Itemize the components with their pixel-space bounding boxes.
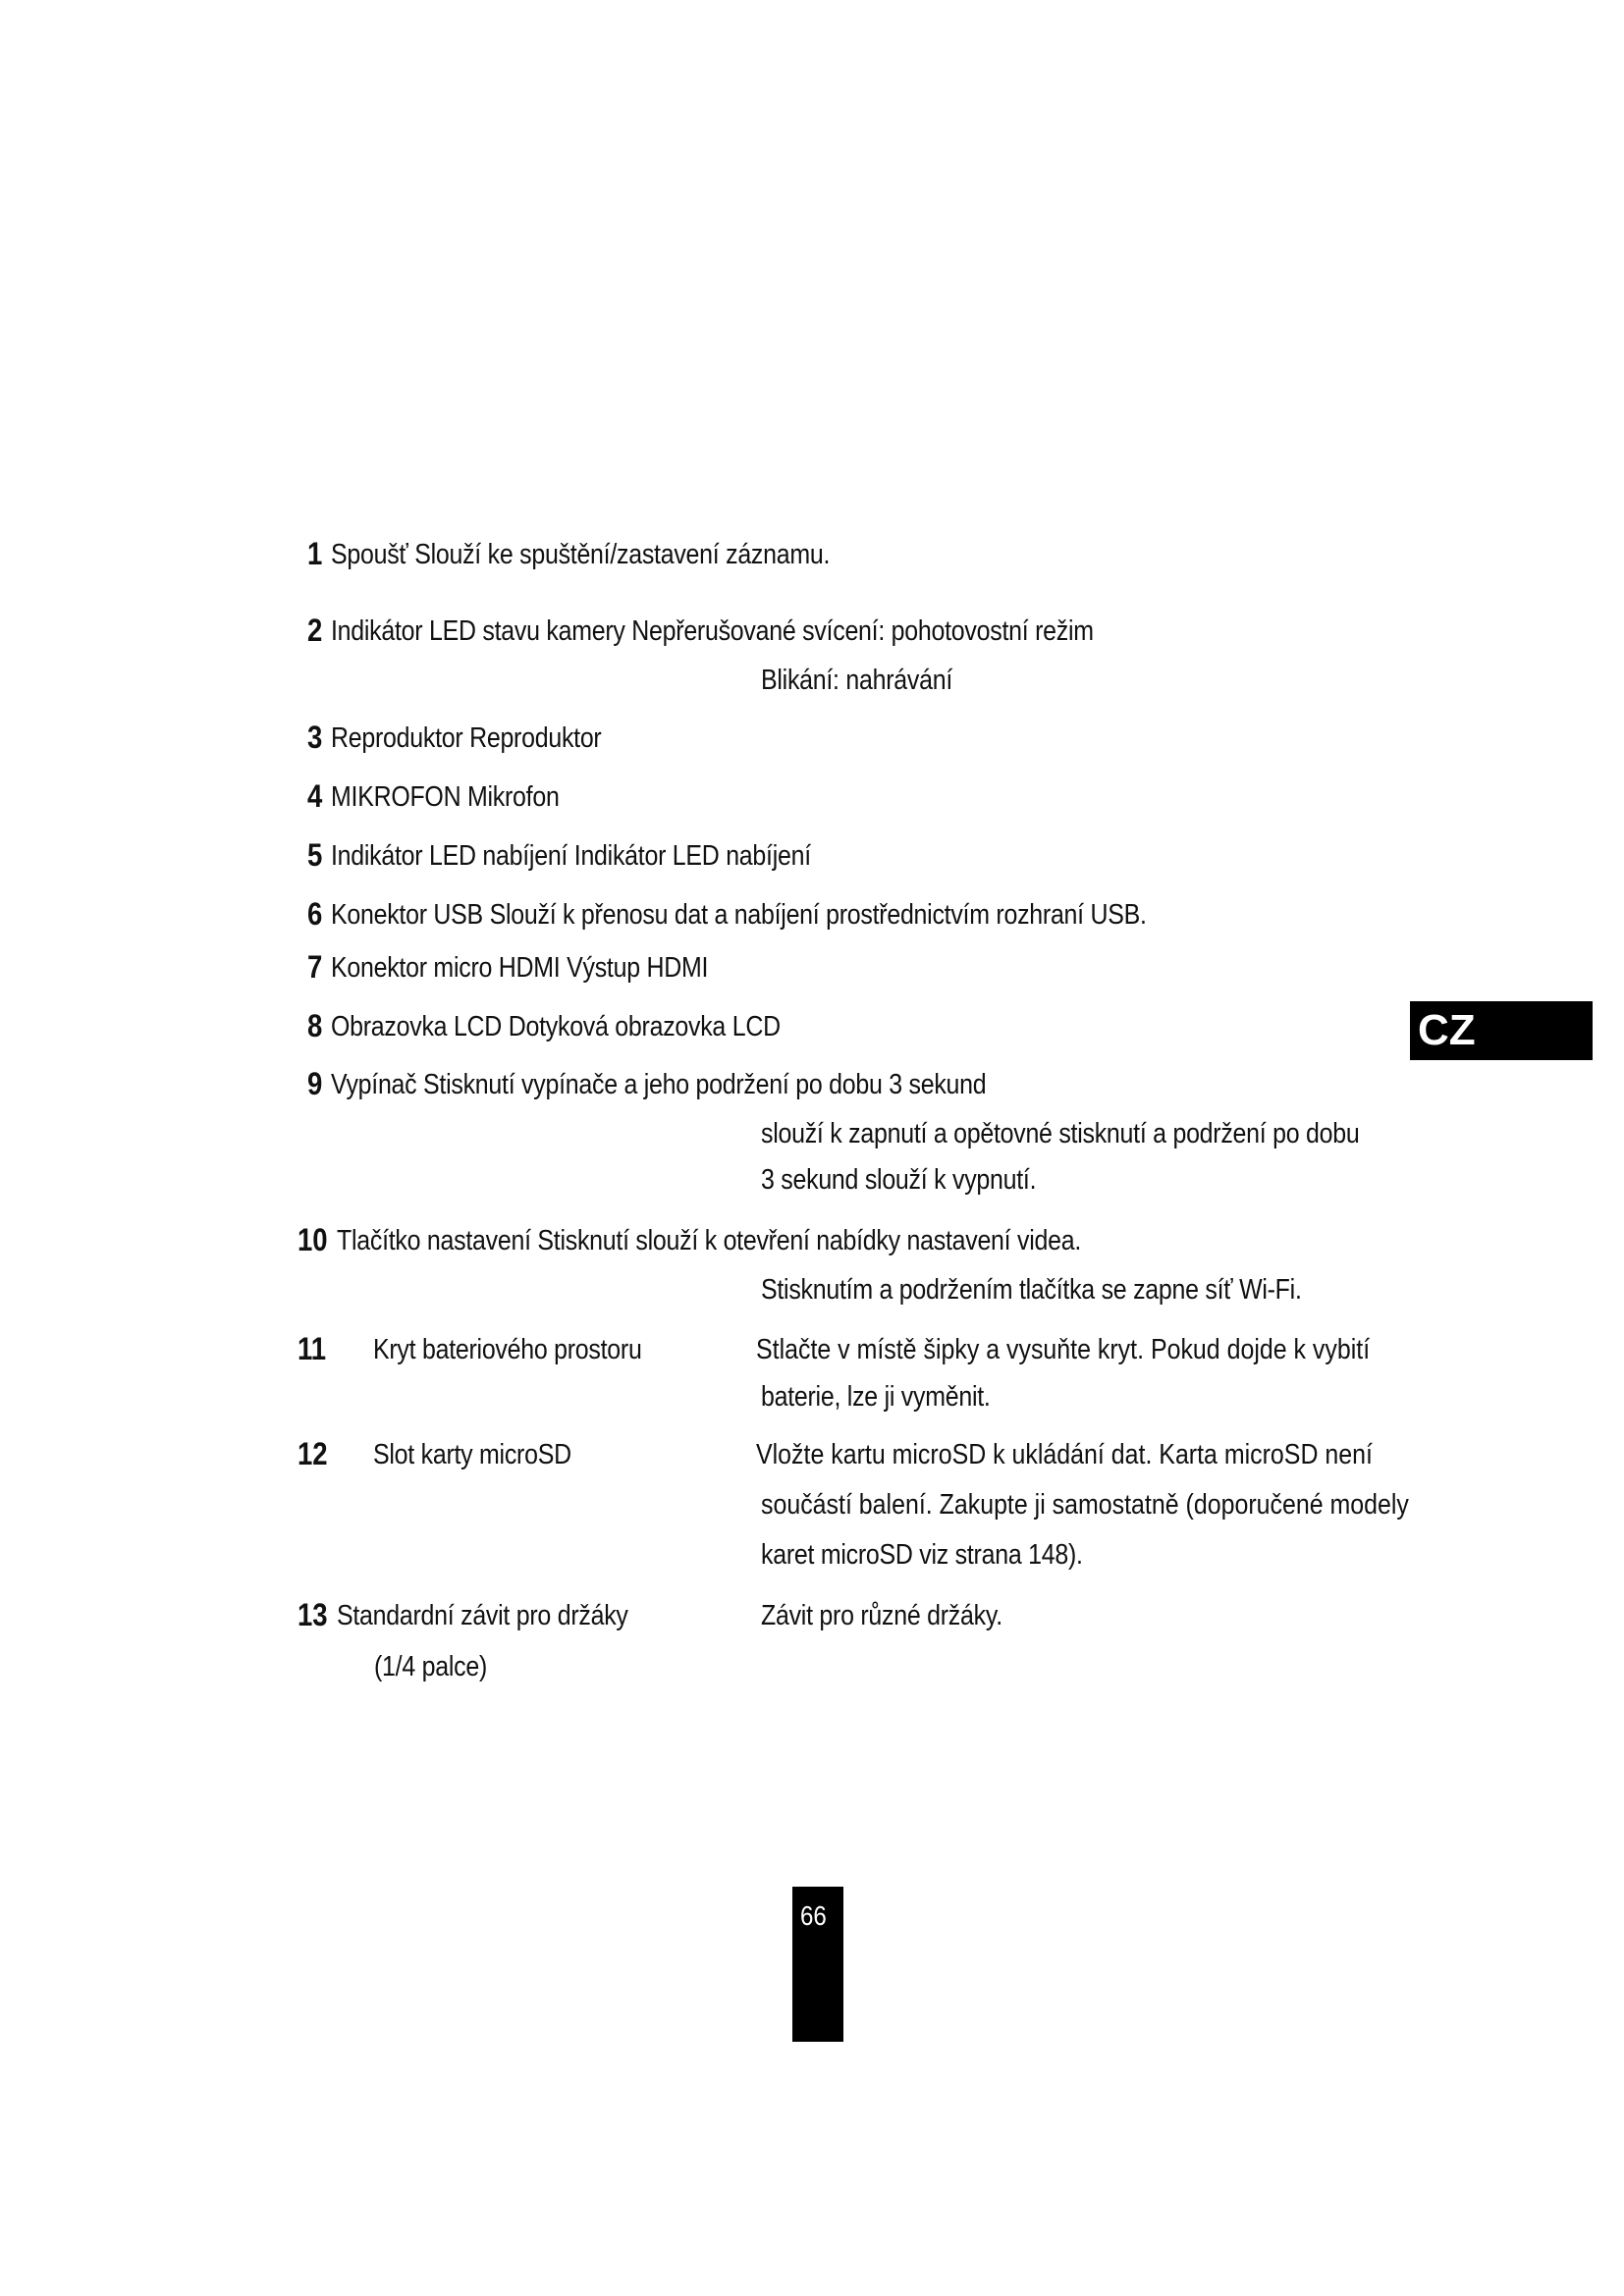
item-text: Konektor micro HDMI Výstup HDMI xyxy=(331,952,709,984)
page-number-tab xyxy=(792,1887,843,2042)
item-text: MIKROFON Mikrofon xyxy=(331,781,560,813)
item-text: Obrazovka LCD Dotyková obrazovka LCD xyxy=(331,1011,781,1042)
page-number: 66 xyxy=(800,1900,827,1931)
item-label-continuation: (1/4 palce) xyxy=(374,1651,487,1682)
item-text: Vypínač Stisknutí vypínače a jeho podržení po dobu 3 sekund xyxy=(331,1069,987,1100)
item-number: 9 xyxy=(307,1066,323,1101)
item-continuation: baterie, lze ji vyměnit. xyxy=(761,1381,991,1413)
item-label: Slot karty microSD xyxy=(373,1439,571,1470)
item-label: Standardní závit pro držáky xyxy=(337,1600,628,1631)
item-description: Závit pro různé držáky. xyxy=(761,1600,1002,1631)
item-number: 13 xyxy=(298,1597,328,1632)
item-number: 8 xyxy=(307,1008,323,1043)
item-text: Indikátor LED stavu kamery Nepřerušované svícení: pohotovostní režim xyxy=(331,615,1094,647)
desc-text: Vložte kartu microSD k ukládání dat. Karta microSD není xyxy=(756,1439,1373,1470)
item-text: Reproduktor Reproduktor xyxy=(331,722,602,754)
item-text: Indikátor LED nabíjení Indikátor LED nabíjení xyxy=(331,840,811,872)
item-description-line xyxy=(756,1332,1458,1367)
item-number: 1 xyxy=(307,536,323,571)
item-number: 7 xyxy=(307,949,323,985)
item-description-line xyxy=(761,1487,1468,1522)
item-number: 12 xyxy=(298,1436,328,1471)
item-description-line xyxy=(756,1437,1458,1472)
item-continuation: karet microSD viz strana 148). xyxy=(761,1539,1083,1571)
item-number: 10 xyxy=(298,1222,328,1257)
item-number: 5 xyxy=(307,837,323,873)
item-number: 6 xyxy=(307,896,323,932)
item-continuation: Stisknutím a podržením tlačítka se zapne síť Wi-Fi. xyxy=(761,1274,1302,1306)
item-label: Kryt bateriového prostoru xyxy=(373,1334,642,1365)
item-continuation: slouží k zapnutí a opětovné stisknutí a podržení po dobu xyxy=(761,1118,1360,1149)
item-number: 2 xyxy=(307,613,323,648)
item-number: 4 xyxy=(307,778,323,814)
item-text: Spoušť Slouží ke spuštění/zastavení záznamu. xyxy=(331,539,831,570)
desc-text: součástí balení. Zakupte ji samostatně (doporučené modely xyxy=(761,1489,1409,1521)
item-number: 3 xyxy=(307,720,323,755)
item-text: Konektor USB Slouží k přenosu dat a nabíjení prostřednictvím rozhraní USB. xyxy=(331,899,1147,931)
item-continuation: Blikání: nahrávání xyxy=(761,665,953,696)
desc-text: Stlačte v místě šipky a vysuňte kryt. Pokud dojde k vybití xyxy=(756,1334,1371,1365)
language-tab xyxy=(1410,1001,1593,1060)
item-continuation: 3 sekund slouží k vypnutí. xyxy=(761,1164,1037,1196)
item-text: Tlačítko nastavení Stisknutí slouží k otevření nabídky nastavení videa. xyxy=(337,1225,1082,1256)
item-number: 11 xyxy=(298,1331,327,1366)
language-code: CZ xyxy=(1418,1006,1476,1054)
